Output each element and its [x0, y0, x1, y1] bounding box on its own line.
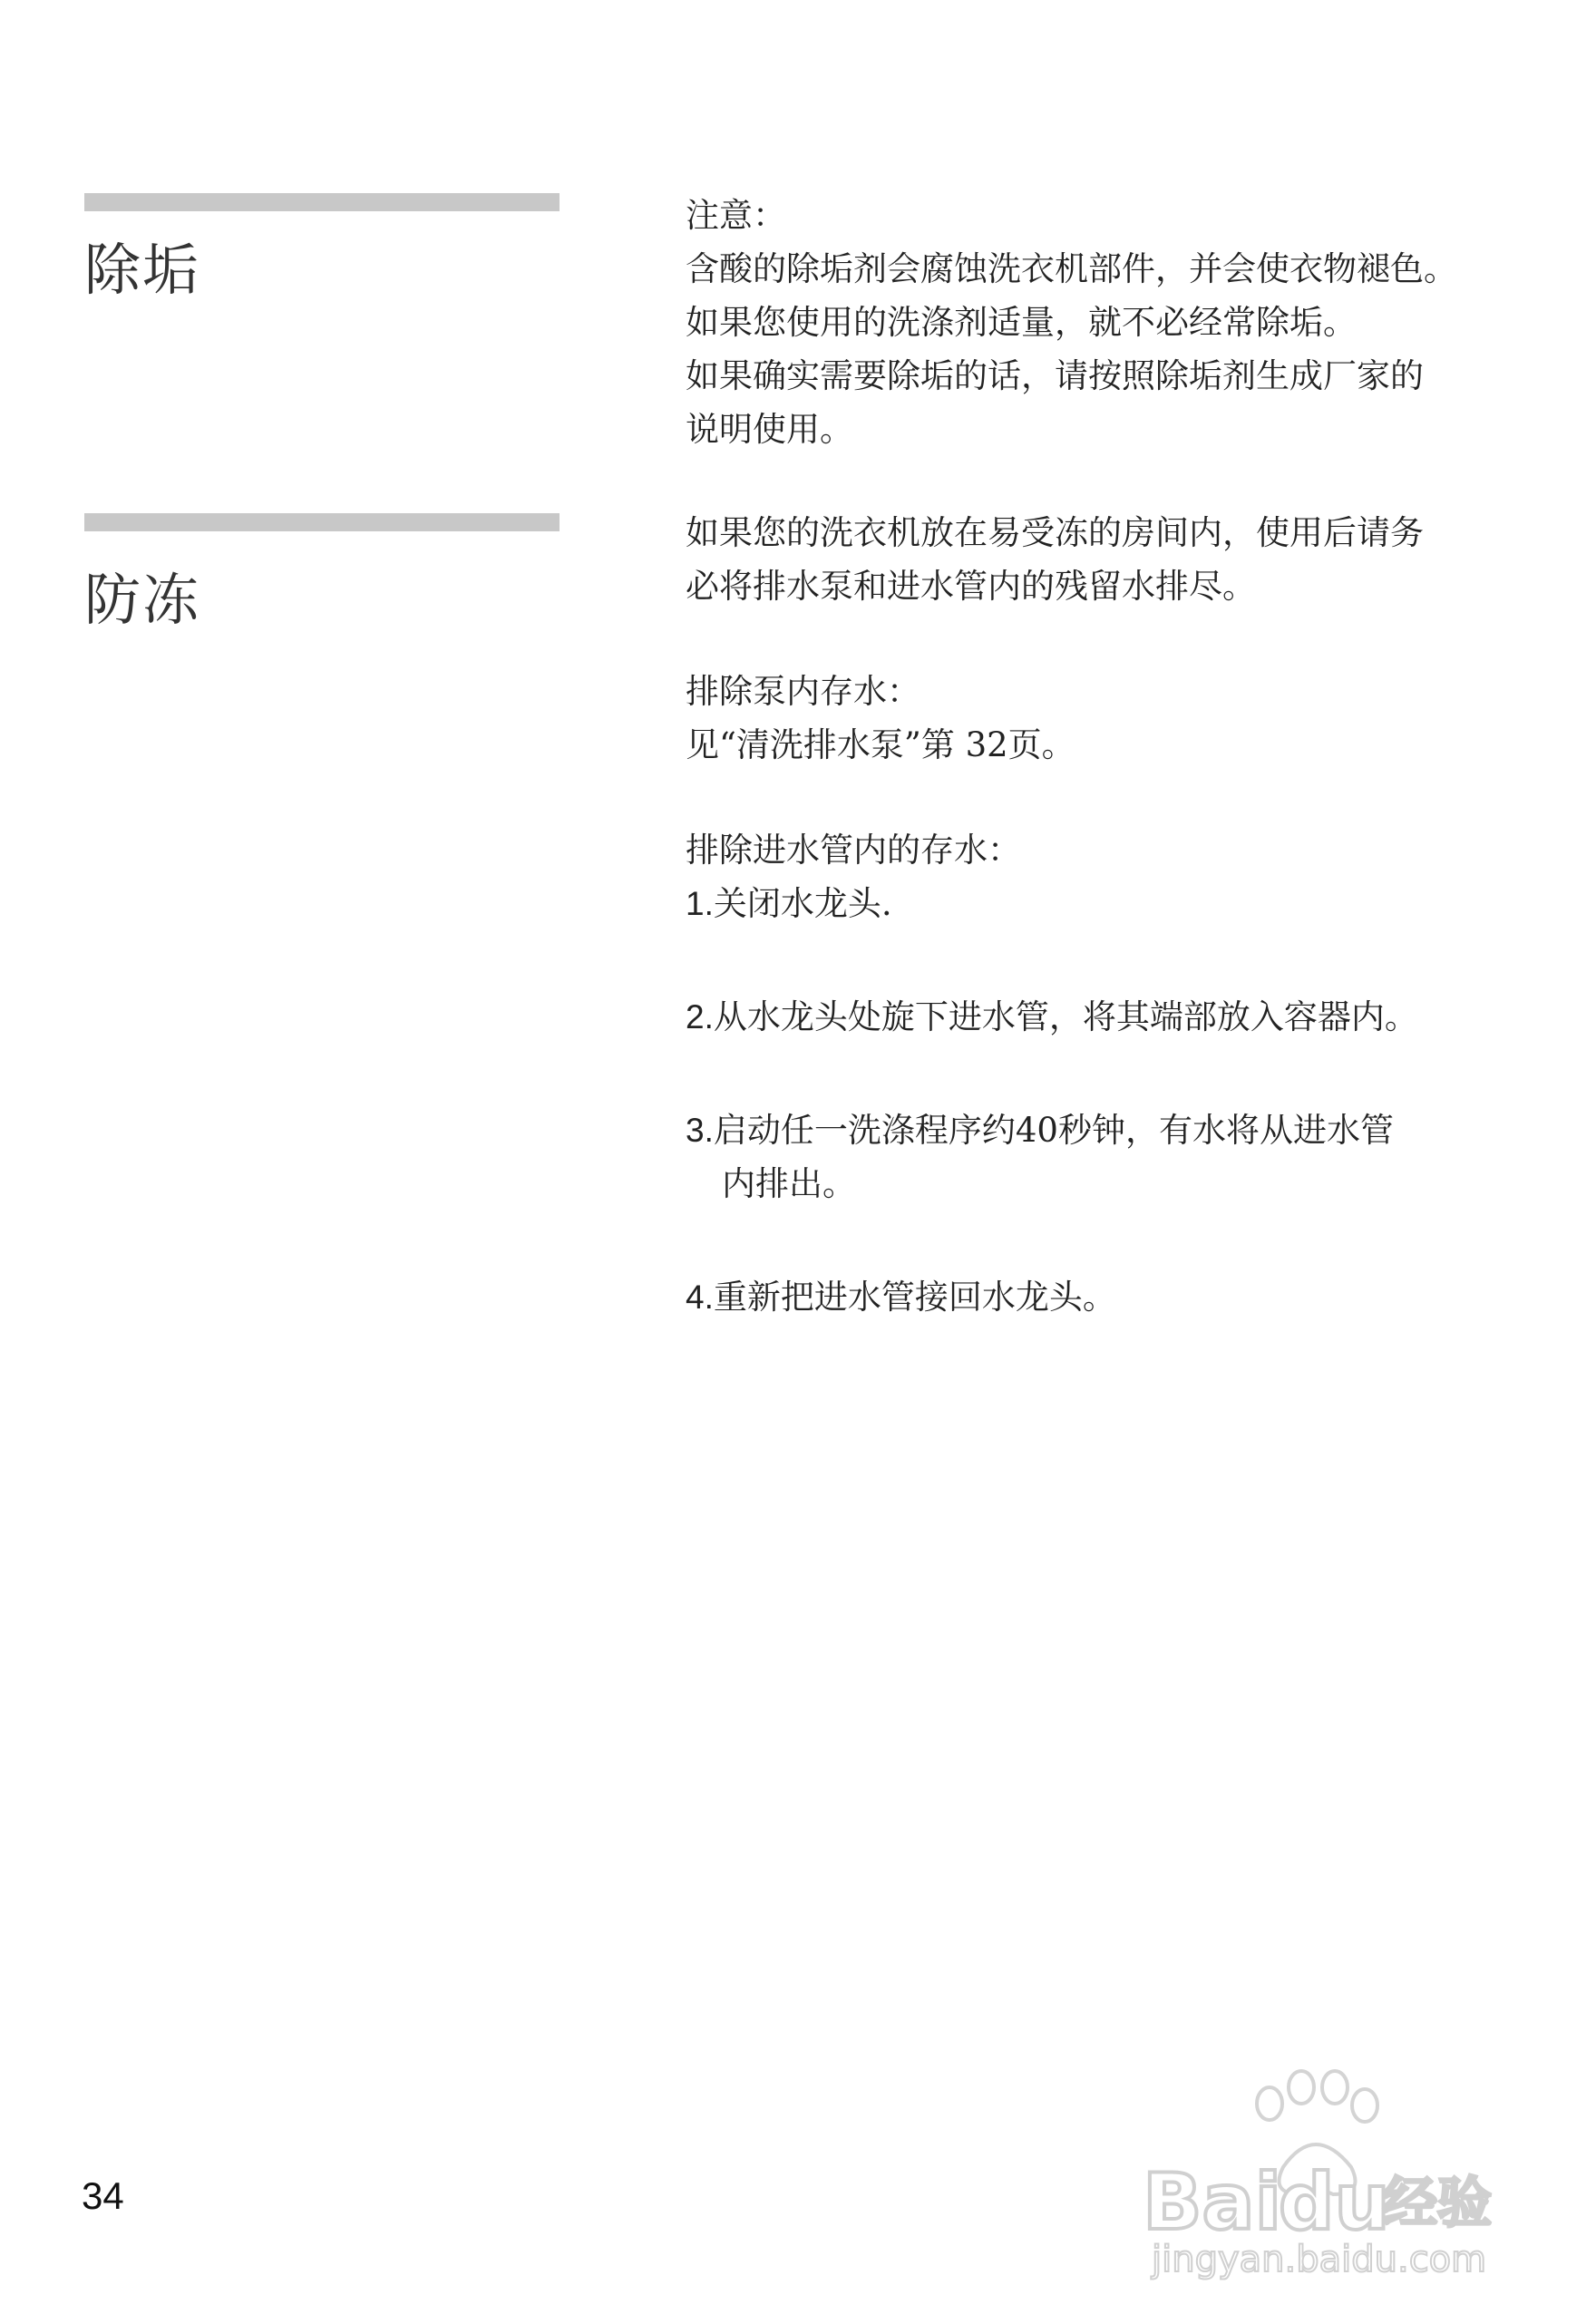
note-line: 含酸的除垢剂会腐蚀洗衣机部件，并会使衣物褪色。 — [686, 249, 1457, 288]
note-body — [686, 242, 1542, 456]
step-text: 启动任一洗涤程序约40秒钟，有水将从进水管 — [713, 1111, 1394, 1150]
section-title-antifreeze: 防冻 — [84, 567, 201, 633]
watermark-url: jingyan.baidu.com — [1152, 2239, 1487, 2280]
baidu-jingyan-watermark — [1134, 2067, 1514, 2285]
step-text: 内排出。 — [722, 1164, 856, 1203]
watermark-brand-right: du — [1279, 2157, 1390, 2248]
note-heading: 注意： — [686, 196, 786, 235]
step-number: 4. — [686, 1279, 714, 1316]
watermark-brand-cn: 经验 — [1383, 2172, 1492, 2235]
note-line: 说明使用。 — [686, 410, 853, 449]
antifreeze-content — [686, 506, 1542, 1324]
step-text: 重新把进水管接回水龙头。 — [713, 1278, 1116, 1317]
intro-line: 必将排水泵和进水管内的残留水排尽。 — [686, 567, 1256, 606]
section-divider-descale — [84, 193, 560, 211]
step-number: 2. — [686, 998, 714, 1035]
hose-heading: 排除进水管内的存水： — [686, 831, 1021, 870]
section-title-descale: 除垢 — [84, 237, 201, 303]
note-line: 如果您使用的洗涤剂适量，就不必经常除垢。 — [686, 303, 1357, 342]
step-text: 从水龙头处旋下进水管，将其端部放入容器内。 — [713, 997, 1418, 1036]
descale-content — [686, 189, 1542, 456]
note-line: 如果确实需要除垢的话，请按照除垢剂生成厂家的 — [686, 356, 1424, 395]
step-item — [686, 877, 1542, 930]
watermark-brand-left: Bai — [1143, 2157, 1282, 2248]
step-text: 关闭水龙头. — [713, 884, 892, 923]
step-number: 1. — [686, 885, 714, 922]
pump-heading: 排除泵内存水： — [686, 672, 920, 711]
step-item — [686, 1104, 1542, 1210]
page-number: 34 — [82, 2174, 124, 2217]
step-number: 3. — [686, 1112, 714, 1149]
step-item — [686, 1270, 1542, 1324]
pump-text: 见“清洗排水泵”第 32页。 — [686, 725, 1075, 764]
intro-line: 如果您的洗衣机放在易受冻的房间内，使用后请务 — [686, 513, 1424, 552]
section-divider-antifreeze — [84, 513, 560, 531]
step-item — [686, 990, 1542, 1044]
antifreeze-intro — [686, 506, 1542, 613]
